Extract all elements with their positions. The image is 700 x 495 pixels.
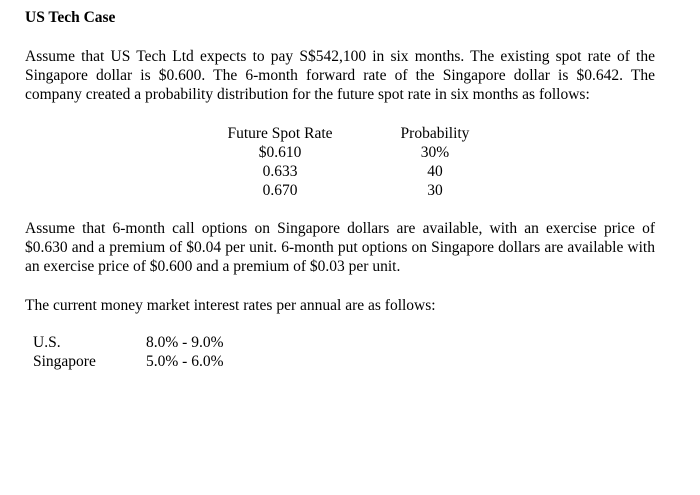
interest-rates-intro: The current money market interest rates per annual are as follows:: [25, 297, 436, 314]
case-title: US Tech Case: [25, 9, 116, 26]
probability-column: [385, 124, 485, 200]
probability-value: 40: [427, 163, 443, 180]
spot-rate-value: 0.670: [262, 182, 298, 199]
intro-paragraph: Assume that US Tech Ltd expects to pay S$542,100 in six months. The existing spot rate of the Singapore dollar is $0.600. The 6-month forward rate of the Singapore dollar is $0.642. The company created a probability distribution for the future spot rate in six months as follows:: [25, 48, 655, 103]
rate-range-value: 5.0% - 6.0%: [146, 353, 224, 370]
rates-country-column: [33, 333, 96, 371]
probability-value: 30%: [420, 144, 450, 161]
spot-rate-value: $0.610: [258, 144, 302, 161]
probability-value: 30: [427, 182, 443, 199]
future-spot-rate-column: [215, 124, 345, 200]
options-paragraph: Assume that 6-month call options on Singapore dollars are available, with an exercise price of $0.630 and a premium of $0.04 per unit. 6-month put options on Singapore dollars are available with an exercise price of $0.600 and a premium of $0.03 per unit.: [25, 220, 655, 275]
future-spot-rate-header: Future Spot Rate: [227, 125, 333, 142]
spot-rate-value: 0.633: [262, 163, 298, 180]
rates-range-column: [146, 333, 224, 371]
rate-country-label: Singapore: [33, 353, 96, 370]
rate-country-label: U.S.: [33, 334, 61, 351]
probability-header: Probability: [400, 125, 470, 142]
rate-range-value: 8.0% - 9.0%: [146, 334, 224, 351]
